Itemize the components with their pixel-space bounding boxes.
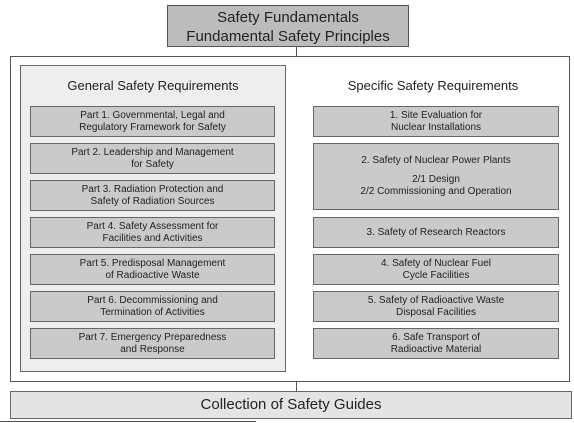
item-text-line: Regulatory Framework for Safety bbox=[79, 121, 226, 133]
safety-principles-subtitle: Fundamental Safety Principles bbox=[186, 28, 390, 45]
general-part-box-1 bbox=[30, 106, 275, 137]
item-text-line: 2. Safety of Nuclear Power Plants bbox=[361, 155, 511, 166]
item-text-line: 1. Site Evaluation for bbox=[389, 109, 483, 121]
item-text-line: Nuclear Installations bbox=[390, 121, 482, 133]
general-part-box-2 bbox=[30, 143, 275, 174]
item-text-line: for Safety bbox=[131, 158, 174, 170]
general-part-box-3 bbox=[30, 180, 275, 211]
safety-fundamentals-box bbox=[167, 5, 409, 47]
item-text-line: 3. Safety of Research Reactors bbox=[366, 226, 506, 238]
specific-item-box-3 bbox=[313, 217, 559, 248]
item-text-line: 5. Safety of Radioactive Waste bbox=[367, 294, 505, 306]
item-text-line: Disposal Facilities bbox=[395, 306, 477, 318]
sub-item-text: 2/2 Commissioning and Operation bbox=[360, 186, 512, 197]
safety-guides-box bbox=[10, 391, 572, 419]
item-text-line: Safety of Radiation Sources bbox=[90, 195, 215, 207]
item-text-line: Facilities and Activities bbox=[102, 232, 203, 244]
item-text-line: Part 5. Predisposal Management bbox=[79, 257, 226, 269]
item-text-line: Radioactive Material bbox=[390, 343, 482, 355]
general-part-box-7 bbox=[30, 328, 275, 359]
connector-top bbox=[296, 47, 297, 56]
specific-item-box-1 bbox=[313, 106, 559, 137]
item-text-line: Cycle Facilities bbox=[402, 269, 470, 281]
item-text-line: Part 7. Emergency Preparedness bbox=[78, 331, 227, 343]
sub-item-text: 2/1 Design bbox=[412, 174, 460, 185]
item-text-line: Part 6. Decommissioning and bbox=[87, 294, 218, 306]
specific-requirements-title: Specific Safety Requirements bbox=[347, 78, 519, 93]
item-text-line: Part 3. Radiation Protection and bbox=[81, 183, 224, 195]
general-part-box-6 bbox=[30, 291, 275, 322]
general-part-box-5 bbox=[30, 254, 275, 285]
specific-item-box-2 bbox=[313, 143, 559, 210]
safety-guides-label: Collection of Safety Guides bbox=[200, 396, 382, 413]
item-text-line: Part 4. Safety Assessment for bbox=[86, 220, 219, 232]
general-requirements-title: General Safety Requirements bbox=[67, 78, 239, 93]
safety-fundamentals-title: Safety Fundamentals bbox=[217, 9, 359, 26]
specific-item-box-4 bbox=[313, 254, 559, 285]
footer-rule bbox=[0, 421, 256, 422]
item-text-line: Part 2. Leadership and Management bbox=[71, 146, 234, 158]
item-text-line: and Response bbox=[120, 343, 185, 355]
item-text-line: Termination of Activities bbox=[100, 306, 205, 318]
item-text-line: Part 1. Governmental, Legal and bbox=[80, 109, 225, 121]
item-text-line: 6. Safe Transport of bbox=[392, 331, 480, 343]
specific-item-box-5 bbox=[313, 291, 559, 322]
item-text-line: of Radioactive Waste bbox=[105, 269, 200, 281]
general-part-box-4 bbox=[30, 217, 275, 248]
connector-bottom bbox=[296, 382, 297, 391]
item-text-line: 4. Safety of Nuclear Fuel bbox=[380, 257, 492, 269]
sub-item-block bbox=[360, 174, 511, 198]
specific-item-box-6 bbox=[313, 328, 559, 359]
